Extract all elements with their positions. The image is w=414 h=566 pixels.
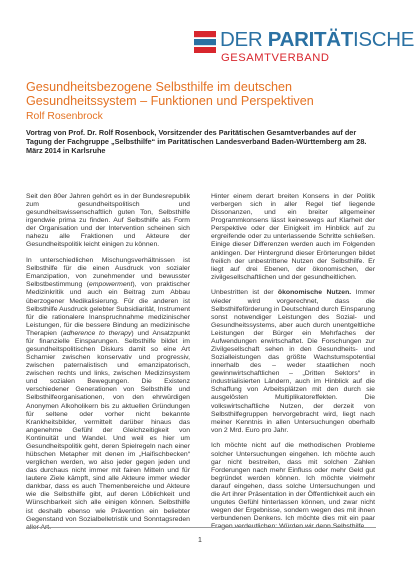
emphasis-text: adherence to therapy: [62, 329, 132, 337]
paragraph-text: Immer wieder wird vorgerechnet, dass die Selbsthilfeförderung in Deutschland durch Einsparung sonst notwendiger Leistungen des Sozial- und Gesundheitssystems, aber auch durch unentgeltliche Leistungen der Bürger ein Mehrfaches der Aufwendungen erwirtschaftet. Die Forschungen zur Zivilgesellschaft sehen in den Gesundheits- und Sozialleistungen das größte Wachstumspotential innerhalb des – weder staatlichen noch gewinnwirtschaftlichen – „Dritten Sektors“ in industrialisierten Ländern, auch im Hinblick auf die Schaffung von Arbeitsplätzen mit den durch sie ausgelösten Multiplikatoreffekten. Die volkswirtschaftliche Nutzen, der derzeit von Selbsthilfegruppen hervorgebracht wird, liegt nach meiner Kenntnis in allen Untersuchungen oberhalb von 2 Mrd. Euro pro Jahr.: [211, 289, 376, 434]
paragraph: Seit den 80er Jahren gehört es in der Bundesrepublik zum gesundheitspolitisch und gesundheitswissenschaftlich guten Ton, Selbsthilfe irgendwie prima zu finden. Auf Selbsthilfe als Form der Organisation und der Intervention scheinen sich nahezu alle Fraktionen und Akteure der Gesundheitspolitik leicht einigen zu können.: [26, 193, 190, 249]
logo-wordmark: [220, 28, 414, 52]
paragraph-text: ) und Ansatzpunkt für finanzielle Einsparungen. Selbsthilfe bildet im gesundheitspolitischen Diskurs damit so eine Art Scharnier zwischen konservativ und progressiv, zwischen paternalistisch und emanzipatorisch, zwischen rechts und links, zwischen Medizinsystem und sozialen Bewegungen. Die Existenz verschiedener Generationen von Selbsthilfe und Selbsthilfeorganisationen, von den ehrwürdigen Anonymen Alkoholikern bis zu aktuellen Gründungen für seltene oder vorher nicht bekannte Krankheitsbilder, vermittelt darüber hinaus das angenehme Gefühl der Gleichzeitigkeit von Kontinuität und Wandel. Und weil es hier um Gesundheitspolitik geht, deren Spielregeln nach einer hübschen Metapher mit denen im „Haifischbecken“ verglichen werden, wo also jeder gegen jeden und das durchaus nicht immer mit fairen Mitteln und für lautere Ziele kämpft, sind alle Akteure immer wieder dankbar, dass es auch Themenbereiche und Akteure wie die Selbsthilfe gibt, auf deren Löblichkeit und Wünschbarkeit sich alle einigen können. Selbsthilfe ist deshalb ebenso wie Prävention ein beliebter Gegenstand von Sozialbelletristik und Sonntagsreden aller Art.: [26, 329, 190, 531]
body-column-left: [26, 193, 190, 539]
article-author: Rolf Rosenbrock: [26, 111, 103, 122]
paragraph: [211, 289, 375, 434]
paragraph-text: In unterschiedlichen Mischungsverhältnissen ist Selbsthilfe für die einen Ausdruck von sozialer Emanzipation, von zunehmender und bewusster Selbstbestimmung (: [26, 257, 190, 289]
paragraph-text: ), von praktischer Medizinkritik und auch ein Beitrag zum Abbau überzogener Medikalisierung. Für die anderen ist Selbsthilfe Ausdruck gelebter Subsidiarität, Instrument für die rationalere Inanspruchnahme medizinischer Leistungen, für die bessere Bindung an medizinische Therapien (: [26, 281, 190, 337]
bold-text: ökonomische Nutzen.: [277, 289, 352, 297]
paritaetische-logo: [194, 28, 414, 68]
flag-icon: [194, 31, 216, 53]
logo-word-der: DER: [220, 28, 263, 51]
article-subtitle: Vortrag von Prof. Dr. Rolf Rosenbock, Vorsitzender des Paritätischen Gesamtverbandes auf der Tagung der Fachgruppe „Selbsthilfe“ im Paritätischen Landesverband Baden-Württemberg am 28. März 2014 in Karlsruhe: [26, 128, 367, 156]
emphasis-text: empowerment: [89, 281, 133, 289]
logo-word-ische: ISCHE: [353, 28, 414, 51]
footer-divider: [26, 527, 376, 528]
paragraph: [26, 257, 190, 532]
body-column-right: [211, 193, 375, 539]
paragraph: Hinter einem derart breiten Konsens in der Politik verbergen sich in aller Regel tief liegende Dissonanzen, und ein breiter allgemeiner Programmkonsens lässt keineswegs auf Klarheit der Perspektive oder der Einigkeit im Hinblick auf zu ergreifende oder zu unterlassende Schritte schließen. Einige dieser Differenzen werden auch im Folgenden anklingen. Der Hintergrund dieser Erörterungen bildet freilich der unbestrittene Nutzen der Selbsthilfe. Er liegt auf drei Ebenen, der ökonomischen, der zivilgesellschaftlichen und der gesundheitlichen.: [211, 193, 375, 281]
logo-tagline: GESAMTVERBAND: [221, 52, 330, 64]
page-number: 1: [198, 537, 202, 544]
article-title: Gesundheitsbezogene Selbsthilfe im deutschen Gesundheitssystem – Funktionen und Perspektiven: [26, 80, 314, 108]
logo-word-paritaet: PARITÄT: [267, 28, 354, 51]
paragraph-text: Unbestritten ist der: [211, 289, 278, 297]
paragraph: Ich möchte nicht auf die methodischen Probleme solcher Untersuchungen eingehen. Ich möchte auch gar nicht bestreiten, dass mit solchen Zahlen Forderungen nach mehr Einfluss oder mehr Geld gut begründet werden können. Ich möchte vielmehr darauf eingehen, dass solche Untersuchungen und die Art ihrer Präsentation in der Öffentlichkeit auch ein ungutes Gefühl hinterlassen können, und zwar nicht wegen der Ergebnisse, sondern wegen des mit ihnen verbundenen Denkens. Ich möchte dies mit ein paar Fragen verdeutlichen: Würden wir denn Selbsthilfe: [211, 442, 375, 531]
